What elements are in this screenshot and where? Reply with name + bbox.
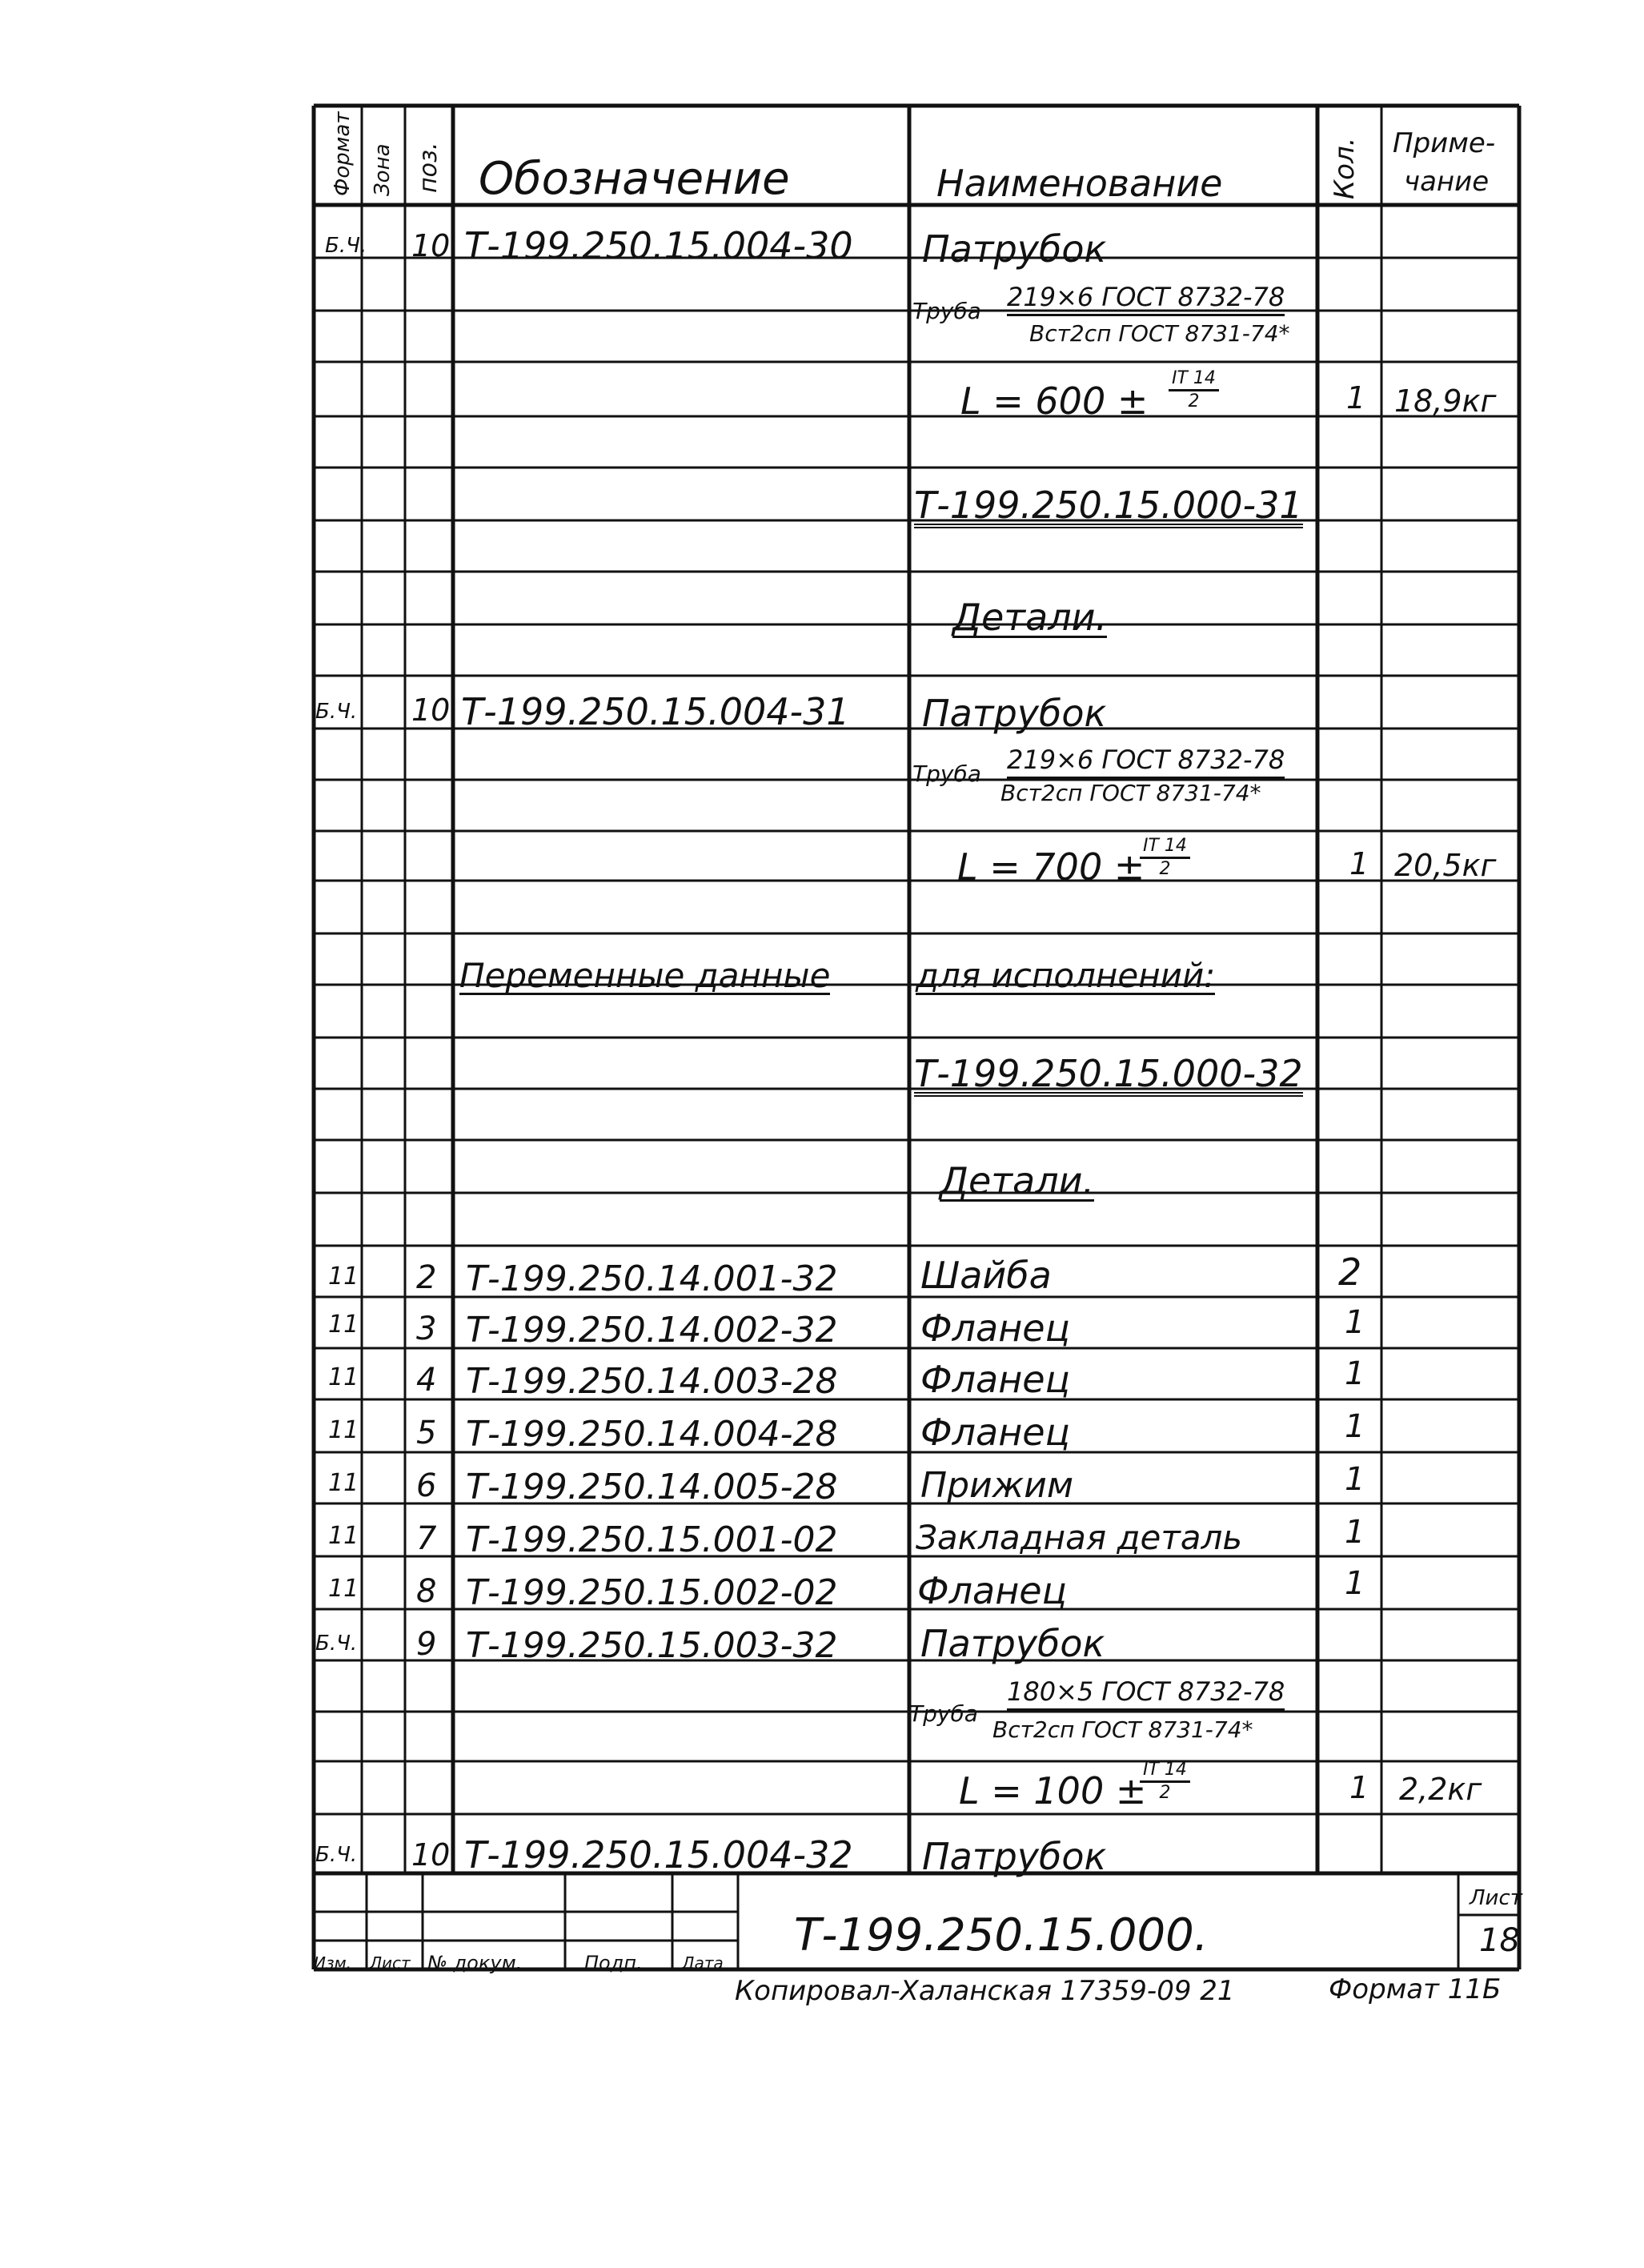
row-format: 11 [328, 1311, 359, 1339]
row-name: Фланец [917, 1569, 1067, 1612]
row-qty: 1 [1349, 1770, 1369, 1805]
pipe-label: Труба [912, 761, 981, 787]
document-number: Т-199.250.15.000. [794, 1909, 1209, 1961]
header-zone: Зона [371, 143, 395, 196]
sheet-format: Формат 11Б [1329, 1973, 1502, 2005]
header-designation: Обозначение [479, 153, 790, 205]
header-note-line2: чание [1404, 166, 1490, 198]
row-note: 18,9кг [1394, 383, 1497, 419]
row-designation: Т-199.250.15.002-02 [466, 1572, 838, 1613]
tolerance-denominator: 2 [1188, 391, 1200, 411]
row-pos: 5 [416, 1415, 437, 1451]
row-format: 11 [328, 1416, 359, 1444]
row-designation: Т-199.250.14.005-28 [466, 1467, 838, 1507]
tolerance-denominator: 2 [1159, 859, 1171, 879]
row-format: 11 [328, 1363, 359, 1391]
row-qty: 2 [1338, 1250, 1362, 1294]
row-name: Фланец [920, 1411, 1070, 1454]
copied-by: Копировал-Халанская 17359-09 21 [735, 1975, 1235, 2007]
tb-col-date: Дата [682, 1953, 724, 1973]
length-tolerance [1140, 837, 1190, 878]
length-tolerance [1169, 370, 1219, 411]
row-pos: 10 [411, 692, 451, 728]
row-format: 11 [328, 1575, 359, 1603]
length-value: L = 700 ± [957, 845, 1145, 889]
row-format: Б.Ч. [315, 1632, 358, 1656]
variant-title: Т-199.250.15.000-31 [914, 484, 1303, 527]
header-qty: Кол. [1329, 137, 1361, 199]
header-pos: поз. [415, 142, 443, 193]
row-name: Закладная деталь [916, 1518, 1243, 1557]
pipe-label: Труба [909, 1700, 978, 1727]
pipe-material: Вст2сп ГОСТ 8731-74* [992, 1716, 1253, 1743]
row-name: Патрубок [922, 692, 1107, 735]
row-format: Б.Ч. [315, 700, 358, 724]
row-designation: Т-199.250.14.003-28 [466, 1361, 838, 1402]
row-pos: 10 [411, 1837, 451, 1873]
row-name: Шайба [920, 1254, 1052, 1297]
row-designation: Т-199.250.15.003-32 [466, 1625, 838, 1666]
row-designation: Т-199.250.15.001-02 [466, 1519, 838, 1560]
length-tolerance [1140, 1761, 1190, 1802]
variable-data-label: Переменные данные [459, 956, 831, 995]
row-name: Патрубок [922, 1835, 1107, 1878]
tolerance-numerator: IT 14 [1140, 837, 1190, 859]
tolerance-numerator: IT 14 [1140, 1761, 1190, 1783]
row-designation: Т-199.250.15.004-31 [461, 690, 850, 733]
header-name: Наименование [936, 162, 1223, 205]
sheet-label: Лист [1470, 1886, 1522, 1910]
row-designation: Т-199.250.14.004-28 [466, 1414, 838, 1455]
row-name: Фланец [920, 1307, 1070, 1350]
row-qty: 1 [1345, 1304, 1365, 1341]
tolerance-numerator: IT 14 [1169, 370, 1219, 391]
row-designation: Т-199.250.15.004-32 [464, 1833, 853, 1877]
row-designation: Т-199.250.14.002-32 [466, 1310, 838, 1351]
pipe-size: 219×6 ГОСТ 8732-78 [1007, 282, 1285, 316]
tb-col-sign: Подп. [584, 1952, 643, 1974]
row-qty: 1 [1345, 1565, 1365, 1602]
row-name: Патрубок [920, 1622, 1105, 1665]
row-format: 11 [328, 1262, 359, 1291]
header-note-line1: Приме- [1393, 127, 1496, 159]
row-qty: 1 [1349, 846, 1369, 881]
row-pos: 3 [416, 1311, 437, 1347]
variant-title: Т-199.250.15.000-32 [914, 1052, 1303, 1095]
row-format: 11 [328, 1522, 359, 1550]
row-qty: 1 [1345, 1461, 1365, 1498]
row-qty: 1 [1345, 1408, 1365, 1445]
row-name: Патрубок [922, 227, 1107, 271]
tb-col-list: Лист [370, 1953, 411, 1973]
row-pos: 8 [416, 1573, 437, 1610]
row-designation: Т-199.250.15.004-30 [464, 224, 853, 267]
length-value: L = 100 ± [959, 1769, 1147, 1812]
row-qty: 1 [1346, 380, 1366, 415]
row-note: 2,2кг [1399, 1772, 1482, 1807]
pipe-size: 219×6 ГОСТ 8732-78 [1007, 745, 1285, 779]
pipe-size: 180×5 ГОСТ 8732-78 [1007, 1676, 1285, 1711]
row-pos: 9 [416, 1626, 437, 1663]
row-name: Прижим [920, 1465, 1074, 1506]
section-details: Детали. [952, 596, 1108, 639]
row-pos: 4 [416, 1362, 437, 1399]
pipe-material: Вст2сп ГОСТ 8731-74* [1000, 780, 1261, 806]
section-details: Детали. [940, 1159, 1095, 1202]
row-qty: 1 [1345, 1514, 1365, 1551]
row-pos: 6 [416, 1467, 437, 1504]
row-format: Б.Ч. [315, 1843, 358, 1867]
row-note: 20,5кг [1394, 848, 1497, 883]
row-pos: 7 [416, 1520, 437, 1557]
row-name: Фланец [920, 1358, 1070, 1401]
header-format: Формат [331, 111, 355, 196]
pipe-material: Вст2сп ГОСТ 8731-74* [1029, 320, 1290, 347]
sheet-number: 18 [1479, 1922, 1520, 1959]
pipe-label: Труба [912, 298, 981, 324]
tolerance-denominator: 2 [1159, 1783, 1171, 1803]
row-pos: 2 [416, 1259, 437, 1296]
length-value: L = 600 ± [960, 379, 1149, 423]
tb-col-izm: Изм. [314, 1953, 352, 1973]
row-pos: 10 [411, 228, 451, 263]
variable-data-label-cont: для исполнений: [916, 956, 1216, 995]
row-designation: Т-199.250.14.001-32 [466, 1258, 838, 1299]
row-format: Б.Ч. [325, 234, 367, 258]
row-qty: 1 [1345, 1355, 1365, 1392]
tb-col-doc: № докум. [427, 1952, 523, 1974]
row-format: 11 [328, 1469, 359, 1497]
